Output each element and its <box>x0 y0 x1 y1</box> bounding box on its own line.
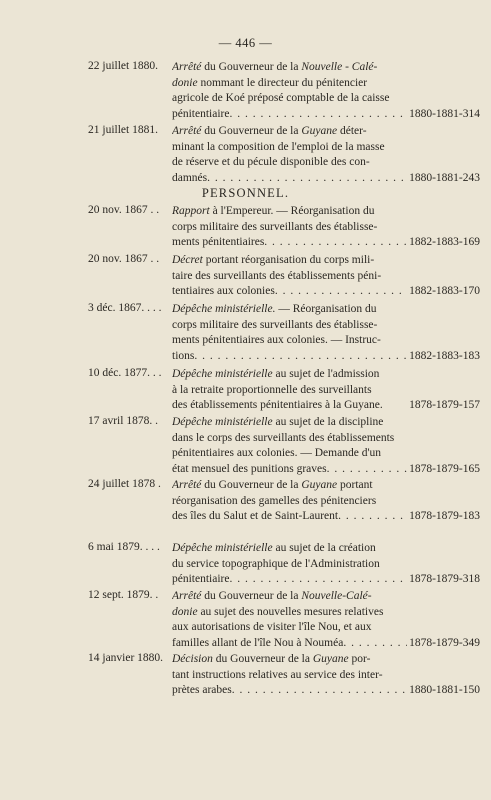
entry-title-fragment: donie <box>172 76 198 89</box>
entry-title-fragment: Dépêche ministérielle <box>172 542 273 554</box>
entry-title-fragment: Guyane <box>301 125 338 137</box>
entry-last-text: damnés <box>172 171 208 184</box>
entry-title-fragment: Nouvelle-Calé- <box>301 590 372 602</box>
section-heading: PERSONNEL. <box>201 186 290 200</box>
entry-text <box>172 302 480 364</box>
entry-date: 20 nov. 1867 . . <box>88 204 160 216</box>
entry-title-fragment: Dépêche ministérielle. <box>172 303 276 315</box>
entry-text-fragment: nommant le directeur du pénitencier <box>197 76 368 89</box>
entry-text-fragment: portant réorganisation du corps mili- <box>202 254 375 266</box>
entry-line <box>172 605 480 621</box>
dot-leader <box>338 509 407 525</box>
entry-text-fragment: aux autorisations de visiter l'île Nou, et aux <box>172 621 372 634</box>
entry-text <box>172 367 480 414</box>
entry-line <box>172 318 480 334</box>
entry-text <box>172 589 480 651</box>
entry-text <box>172 253 480 300</box>
entry-text-fragment: au sujet de l'admission <box>272 368 380 380</box>
entry-text-fragment: por- <box>348 653 371 665</box>
entry-text <box>172 415 480 477</box>
entry-line <box>172 620 480 636</box>
entry-date: 24 juillet 1878 . <box>88 478 161 490</box>
entry-text-fragment: corps militaire des surveillants des établisse- <box>172 220 378 233</box>
entry-line <box>172 478 480 494</box>
entry-line <box>172 204 480 220</box>
entry-text-fragment: agricole de Koé préposé comptable de la caisse <box>172 92 390 105</box>
entry-last-line <box>172 683 480 699</box>
entry-text-fragment: de réserve et du pécule disponible des con- <box>172 156 370 169</box>
page-reference: 1880-1881-150 <box>409 684 480 697</box>
entry-text <box>172 60 480 122</box>
entry-line <box>172 415 480 431</box>
entry-line <box>172 124 480 140</box>
entry-text-fragment: du service topographique de l'Administration <box>172 557 380 570</box>
entry-title-fragment: Dépêche ministérielle <box>172 416 273 428</box>
entry-line <box>172 446 480 462</box>
entry-title-fragment: Rapport <box>172 205 210 217</box>
page-number: — 446 — <box>218 36 273 50</box>
entry-last-line <box>172 235 480 251</box>
page-reference: 1882-1883-170 <box>409 285 480 298</box>
entry-last-text: état mensuel des punitions graves <box>172 462 327 475</box>
entry-last-line <box>172 572 480 588</box>
entry-line <box>172 383 480 399</box>
dot-leader <box>229 107 407 123</box>
entry-last-text: tions <box>172 349 195 362</box>
entry-title-fragment: Nouvelle - Calé- <box>301 61 378 73</box>
entry-title-fragment: Arrêté <box>172 479 202 491</box>
entry-line <box>172 302 480 318</box>
entry-text-fragment: portant <box>337 479 373 491</box>
entry-line <box>172 76 480 92</box>
entry-line <box>172 333 480 349</box>
entry-line <box>172 269 480 285</box>
entry-line <box>172 220 480 236</box>
entry-date: 12 sept. 1879. . <box>88 589 159 601</box>
entry-text <box>172 652 480 699</box>
entry-text-fragment: au sujet de la discipline <box>272 416 384 428</box>
entry-title-fragment: Guyane <box>301 479 338 491</box>
dot-leader <box>264 235 407 251</box>
page-reference: 1880-1881-314 <box>409 107 480 120</box>
entry-text-fragment: taire des surveillants des établissements péni- <box>172 269 382 282</box>
entry-last-line <box>172 462 480 478</box>
page-reference: 1882-1883-169 <box>409 236 480 249</box>
entry-text-fragment: tant instructions relatives au service des inter- <box>172 668 383 681</box>
entry-text-fragment: au sujet des nouvelles mesures relatives <box>197 605 384 618</box>
entry-text-fragment: à l'Empereur. — Réorganisation du <box>209 205 375 217</box>
entry-text-fragment: — Réorganisation du <box>275 303 377 315</box>
entry-title-fragment: Arrêté <box>172 61 202 73</box>
entry-date: 20 nov. 1867 . . <box>88 253 160 265</box>
entry-title-fragment: donie <box>172 605 198 618</box>
entry-line <box>172 91 480 107</box>
dot-leader <box>327 462 408 478</box>
entry-text-fragment: pénitentiaires aux colonies. — Demande d'un <box>172 447 382 460</box>
entry-text-fragment: du Gouverneur de la <box>212 653 313 665</box>
page-reference: 1878-1879-183 <box>409 510 480 523</box>
entry-line <box>172 155 480 171</box>
entry-line <box>172 668 480 684</box>
page-reference: 1878-1879-318 <box>409 573 480 586</box>
entry-line <box>172 541 480 557</box>
entry-text <box>172 204 480 251</box>
entry-title-fragment: Décision <box>172 653 213 665</box>
dot-leader <box>207 171 407 187</box>
entry-last-text: tentiaires aux colonies <box>172 285 275 298</box>
entry-title-fragment: Guyane <box>312 653 349 665</box>
entry-last-text: prètes arabes <box>172 684 232 697</box>
entry-last-line <box>172 398 480 414</box>
entry-title-fragment: Décret <box>172 254 203 266</box>
entry-line <box>172 494 480 510</box>
entry-date: 17 avril 1878. . <box>88 415 158 427</box>
entry-date: 10 déc. 1877. . . <box>88 367 162 379</box>
entry-text-fragment: du Gouverneur de la <box>201 479 302 491</box>
entry-last-text: ments pénitentiaires <box>172 236 265 249</box>
entry-last-text: des établissements pénitentiaires à la Guyane. <box>172 399 383 412</box>
entry-last-text: familles allant de l'île Nou à Nouméa <box>172 636 344 649</box>
entry-last-text: pénitentiaire <box>172 573 230 586</box>
entry-text <box>172 124 480 186</box>
entry-last-line <box>172 349 480 365</box>
dot-leader <box>229 572 407 588</box>
entry-text <box>172 541 480 588</box>
entry-text-fragment: dans le corps des surveillants des établissements <box>172 431 395 444</box>
page-reference: 1882-1883-183 <box>409 349 480 362</box>
entry-date: 14 janvier 1880. <box>88 652 164 664</box>
entry-line <box>172 253 480 269</box>
entry-date: 22 juillet 1880. <box>88 60 158 72</box>
entry-date: 21 juillet 1881. <box>88 124 158 136</box>
entry-title-fragment: Arrêté <box>172 125 202 137</box>
entry-text-fragment: du Gouverneur de la <box>201 125 302 137</box>
entry-text <box>172 478 480 525</box>
entry-last-line <box>172 107 480 123</box>
entry-last-line <box>172 509 480 525</box>
entry-last-text: des îles du Salut et de Saint-Laurent <box>172 510 339 523</box>
entry-text-fragment: déter- <box>337 125 367 137</box>
entry-date: 3 déc. 1867. . . . <box>88 302 162 314</box>
entry-text-fragment: à la retraite proportionnelle des surveillants <box>172 383 372 396</box>
entry-last-line <box>172 284 480 300</box>
entry-text-fragment: du Gouverneur de la <box>201 590 302 602</box>
entry-text-fragment: réorganisation des gamelles des pénitenciers <box>172 494 377 507</box>
dot-leader <box>232 683 407 699</box>
entry-title-fragment: Dépêche ministérielle <box>172 368 273 380</box>
entry-line <box>172 60 480 76</box>
dot-leader <box>194 349 407 365</box>
entry-date: 6 mai 1879. . . . <box>88 541 160 553</box>
entry-text-fragment: du Gouverneur de la <box>201 61 302 73</box>
entry-text-fragment: au sujet de la création <box>272 542 376 554</box>
entry-last-line <box>172 636 480 652</box>
entry-last-line <box>172 171 480 187</box>
page-reference: 1878-1879-349 <box>409 636 480 649</box>
entry-line <box>172 367 480 383</box>
entry-title-fragment: Arrêté <box>172 590 202 602</box>
page-reference: 1878-1879-165 <box>409 462 480 475</box>
entry-text-fragment: ments pénitentiaires aux colonies. — Instruc- <box>172 334 381 347</box>
entry-line <box>172 589 480 605</box>
dot-leader <box>275 284 407 300</box>
page-reference: 1878-1879-157 <box>409 399 480 412</box>
entry-text-fragment: minant la composition de l'emploi de la masse <box>172 140 385 153</box>
dot-leader <box>343 636 407 652</box>
entry-line <box>172 140 480 156</box>
entry-last-text: pénitentiaire <box>172 107 230 120</box>
page-reference: 1880-1881-243 <box>409 171 480 184</box>
entry-line <box>172 557 480 573</box>
entry-line <box>172 652 480 668</box>
entry-line <box>172 431 480 447</box>
entry-text-fragment: corps militaire des surveillants des établisse- <box>172 318 378 331</box>
